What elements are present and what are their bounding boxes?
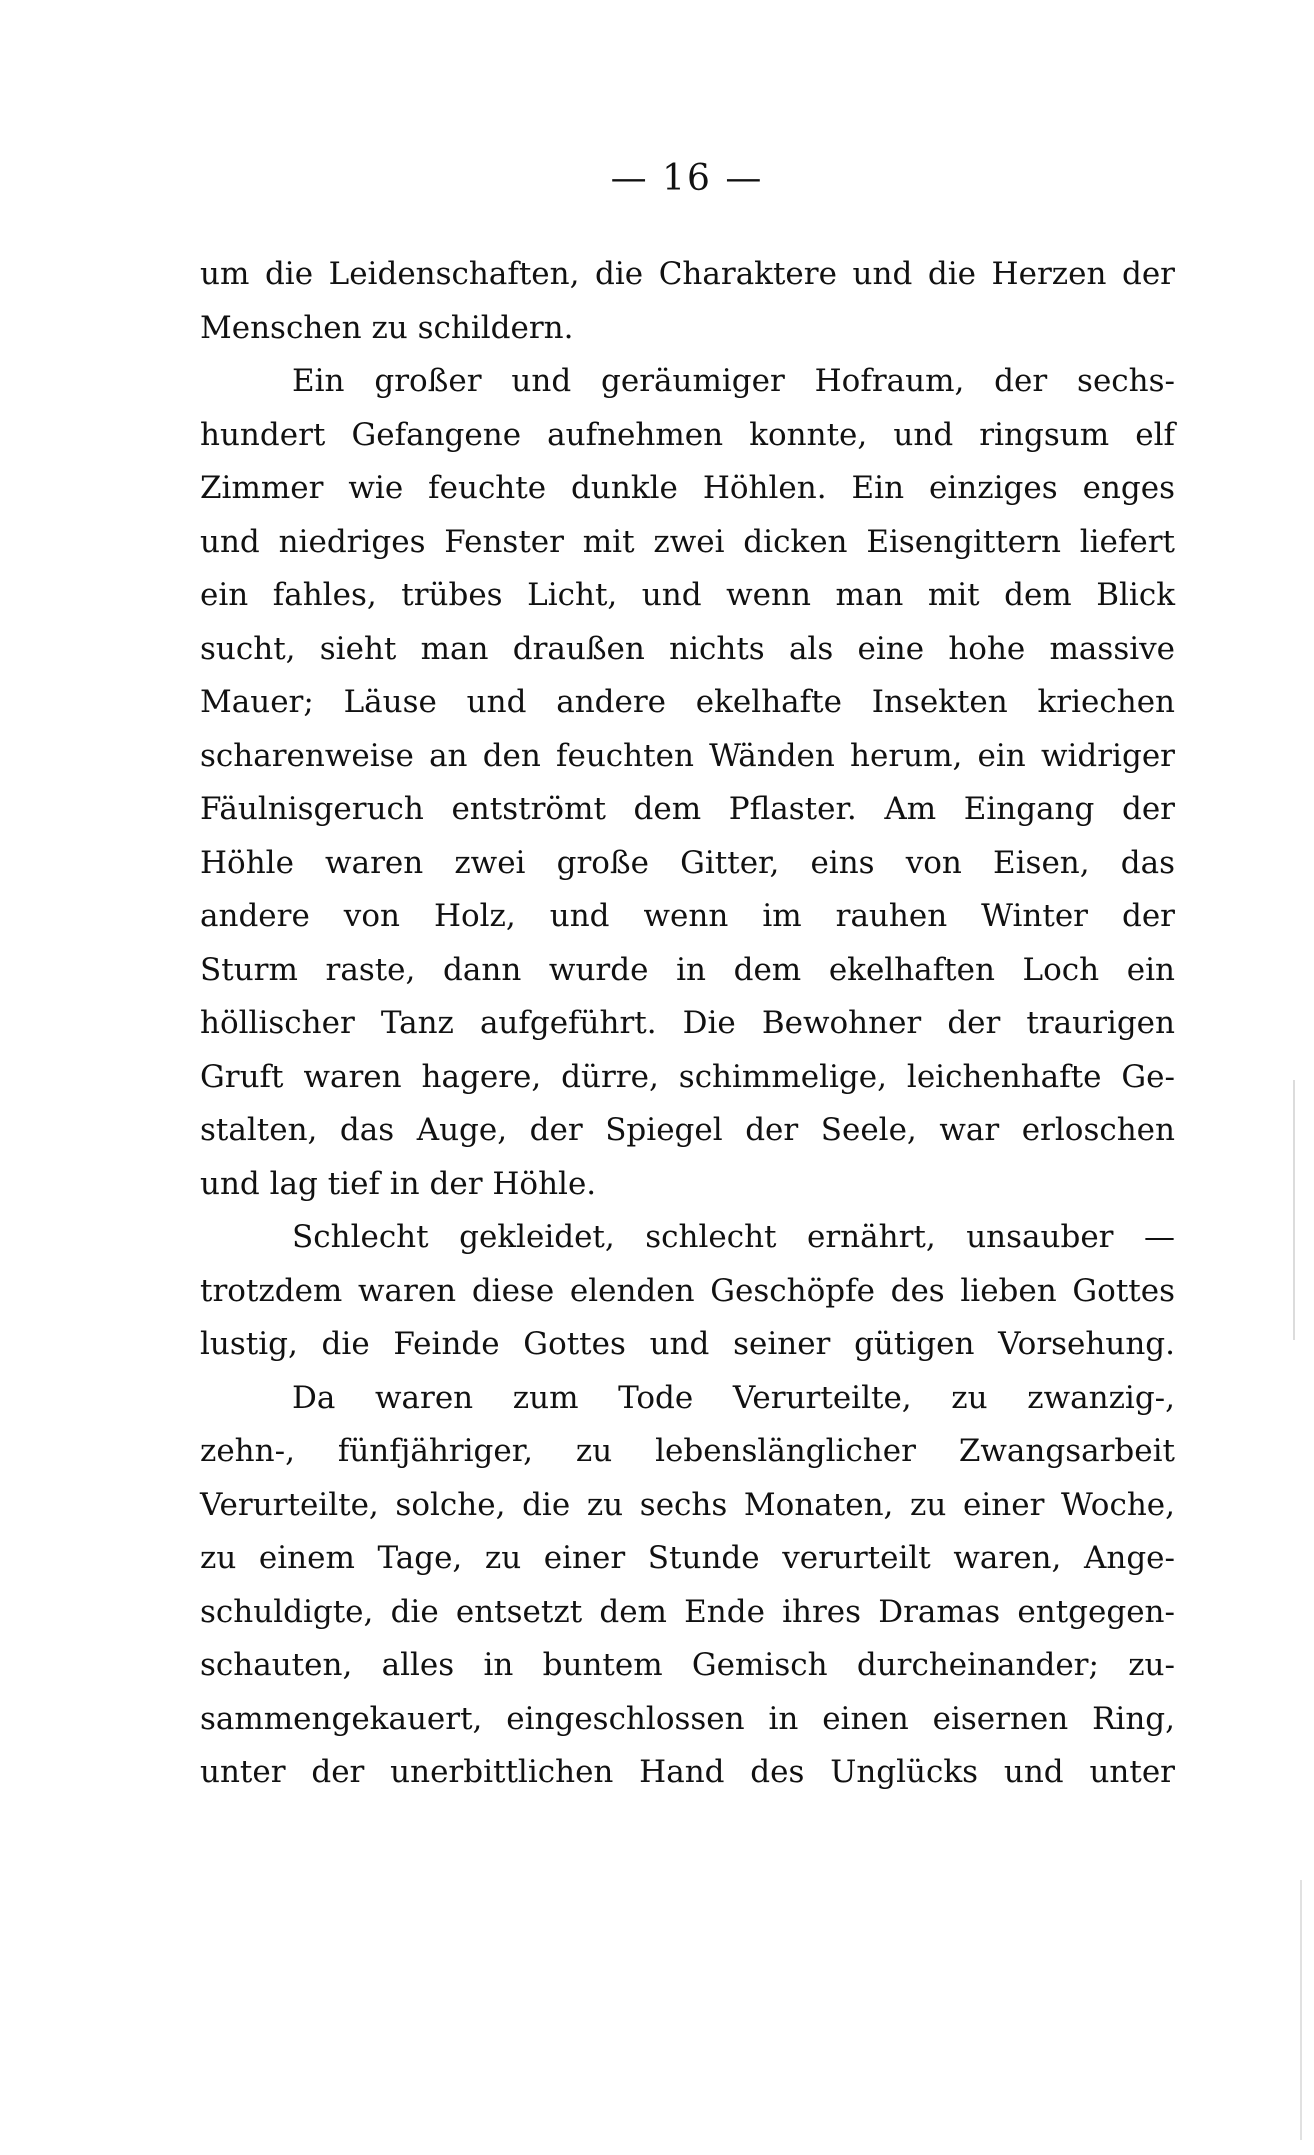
text-line: stalten, das Auge, der Spiegel der Seele, war erloschen [200, 1112, 1175, 1148]
text-line: schuldigte, die entsetzt dem Ende ihres Dramas entgegen- [200, 1593, 1175, 1630]
text-line: Höhle waren zwei große Gitter, eins von Eisen, das [200, 844, 1175, 881]
text-line: zehn-, fünfjähriger, zu lebenslänglicher Zwangsarbeit [200, 1433, 1175, 1469]
text-line: Sturm raste, dann wurde in dem ekelhaften Loch ein [200, 951, 1175, 988]
text-line: scharenweise an den feuchten Wänden herum, ein widriger [200, 737, 1175, 774]
scan-edge-mark [1300, 1880, 1302, 2140]
text-line: lustig, die Feinde Gottes und seiner gütigen Vorsehung. [200, 1326, 1175, 1362]
text-line: Da waren zum Tode Verurteilte, zu zwanzig-, [292, 1379, 1175, 1416]
scan-edge-mark [1293, 1080, 1295, 1340]
text-line: Fäulnisgeruch entströmt dem Pflaster. Am Eingang der [200, 791, 1175, 827]
text-line: hundert Gefangene aufnehmen konnte, und ringsum elf [200, 416, 1175, 453]
text-line: Ein großer und geräumiger Hofraum, der sechs- [292, 363, 1175, 399]
text-line: Menschen zu schildern. [200, 309, 574, 346]
text-line: Schlecht gekleidet, schlecht ernährt, unsauber — [292, 1219, 1175, 1255]
text-line: Zimmer wie feuchte dunkle Höhlen. Ein einziges enges [200, 470, 1175, 506]
page-number: — 16 — [610, 158, 764, 199]
text-line: sucht, sieht man draußen nichts als eine hohe massive [200, 630, 1175, 667]
text-line: Gruft waren hagere, dürre, schimmelige, leichenhafte Ge- [200, 1058, 1175, 1095]
text-line: unter der unerbittlichen Hand des Unglücks und unter [200, 1754, 1175, 1790]
text-line: sammengekauert, eingeschlossen in einen eisernen Ring, [200, 1700, 1175, 1737]
text-line: um die Leidenschaften, die Charaktere und die Herzen der [200, 256, 1175, 292]
text-line: andere von Holz, und wenn im rauhen Winter der [200, 898, 1175, 934]
text-line: und niedriges Fenster mit zwei dicken Eisengittern liefert [200, 523, 1175, 560]
text-line: höllischer Tanz aufgeführt. Die Bewohner der traurigen [200, 1005, 1175, 1041]
text-line: Verurteilte, solche, die zu sechs Monaten, zu einer Woche, [200, 1486, 1175, 1523]
text-line: schauten, alles in buntem Gemisch durcheinander; zu- [200, 1647, 1175, 1683]
text-line: zu einem Tage, zu einer Stunde verurteilt waren, Ange- [200, 1540, 1175, 1576]
text-line: und lag tief in der Höhle. [200, 1165, 597, 1202]
text-line: ein fahles, trübes Licht, und wenn man mit dem Blick [200, 577, 1175, 613]
body-text [200, 248, 1175, 1800]
text-line: trotzdem waren diese elenden Geschöpfe des lieben Gottes [200, 1272, 1175, 1309]
text-line: Mauer; Läuse und andere ekelhafte Insekten kriechen [200, 684, 1175, 720]
